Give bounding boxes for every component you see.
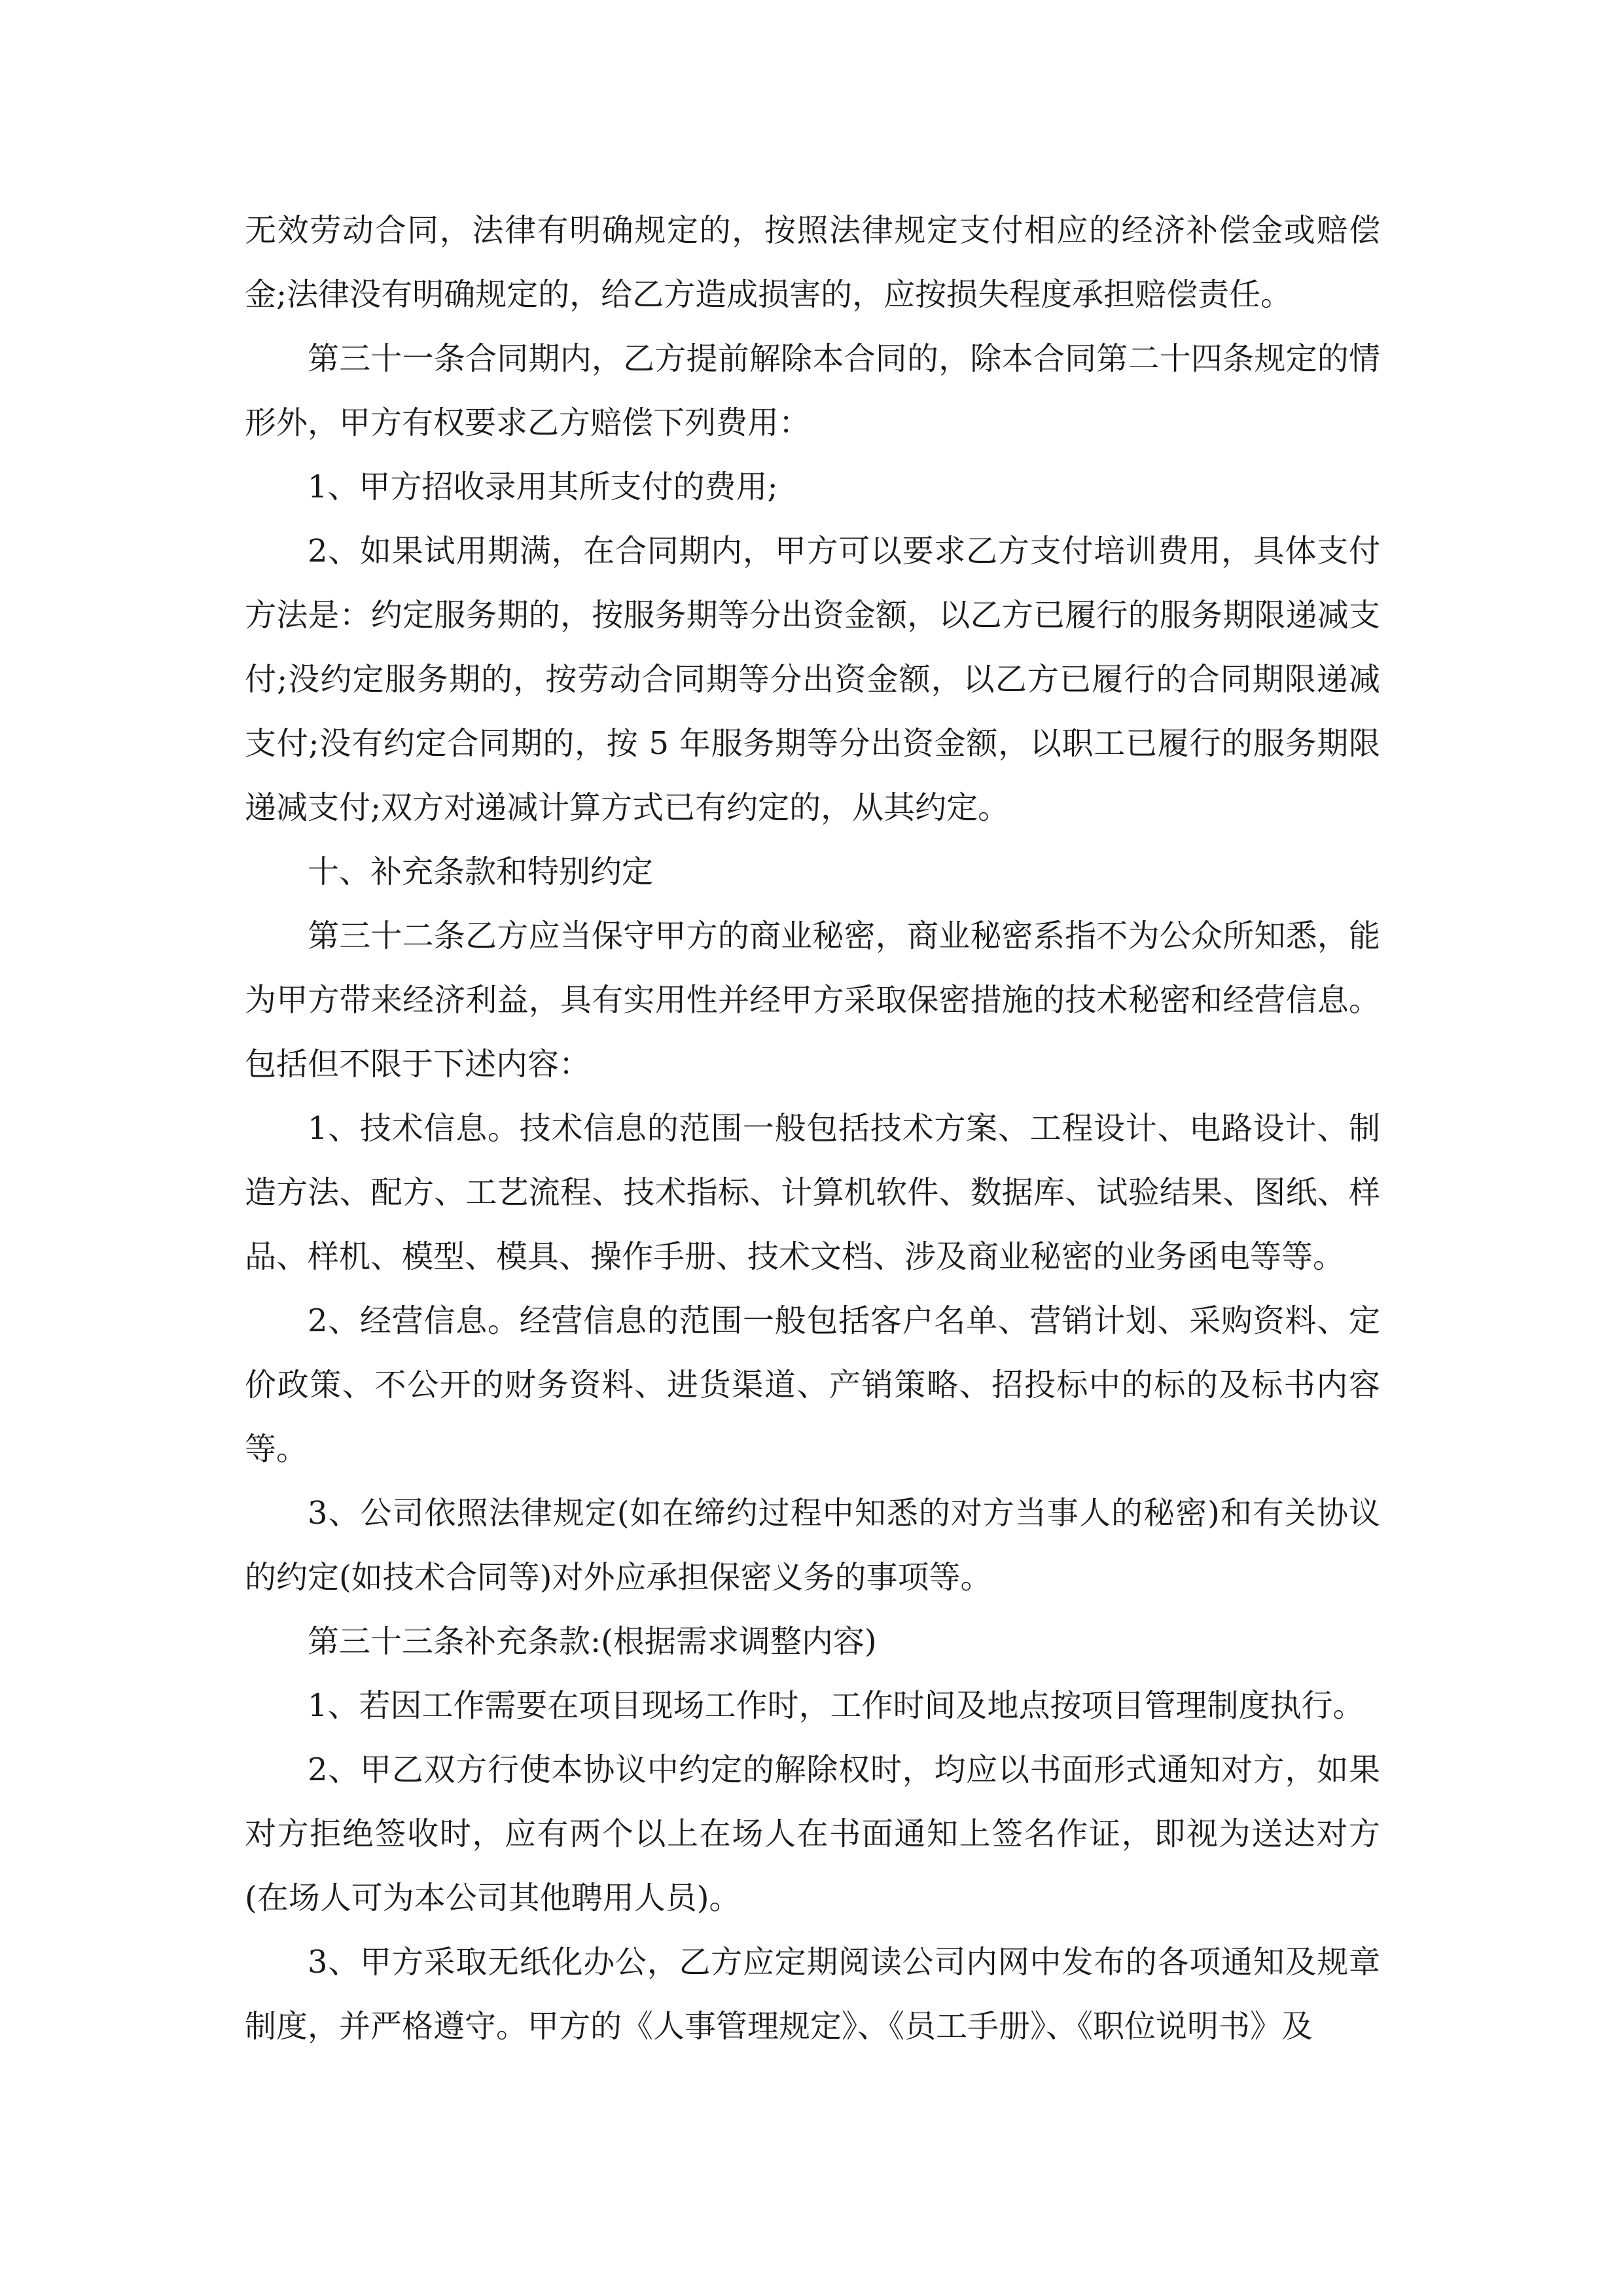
paragraph-paperless-office: 3、甲方采取无纸化办公，乙方应定期阅读公司内网中发布的各项通知及规章制度，并严格遵守。甲方的《人事管理规定》、《员工手册》、《职位说明书》及	[245, 1944, 1380, 2045]
paragraph-article-31: 第三十一条合同期内，乙方提前解除本合同的，除本合同第二十四条规定的情形外，甲方有权要求乙方赔偿下列费用：	[245, 340, 1380, 441]
paragraph-business-info: 2、经营信息。经营信息的范围一般包括客户名单、营销计划、采购资料、定价政策、不公开的财务资料、进货渠道、产销策略、招投标中的标的及标书内容等。	[245, 1302, 1380, 1467]
paragraph-technical-info: 1、技术信息。技术信息的范围一般包括技术方案、工程设计、电路设计、制造方法、配方、工艺流程、技术指标、计算机软件、数据库、试验结果、图纸、样品、样机、模型、模具、操作手册、技术文档、涉及商业秘密的业务函电等等。	[245, 1110, 1380, 1275]
document-body	[245, 198, 1380, 2058]
paragraph-item-1-recruitment-costs: 1、甲方招收录用其所支付的费用;	[308, 469, 778, 505]
paragraph-confidential-matters: 3、公司依照法律规定(如在缔约过程中知悉的对方当事人的秘密)和有关协议的约定(如技术合同等)对外应承担保密义务的事项等。	[245, 1495, 1380, 1596]
section-heading-supplementary: 十、补充条款和特别约定	[308, 853, 654, 890]
paragraph-article-33: 第三十三条补充条款:(根据需求调整内容)	[308, 1623, 877, 1660]
paragraph-article-32: 第三十二条乙方应当保守甲方的商业秘密，商业秘密系指不为公众所知悉，能为甲方带来经济利益，具有实用性并经甲方采取保密措施的技术秘密和经营信息。包括但不限于下述内容：	[245, 918, 1380, 1083]
paragraph-item-2-training-costs: 2、如果试用期满，在合同期内，甲方可以要求乙方支付培训费用，具体支付方法是：约定服务期的，按服务期等分出资金额，以乙方已履行的服务期限递减支付;没约定服务期的，按劳动合同期等分出资金额，以乙方已履行的合同期限递减支付;没有约定合同期的，按 5 年服务期等分出资金额，以职工已履行的服务期限递减支付;双方对递减计算方式已有约定的，从其约定。	[245, 533, 1380, 826]
paragraph-termination-notice: 2、甲乙双方行使本协议中约定的解除权时，均应以书面形式通知对方，如果对方拒绝签收时，应有两个以上在场人在书面通知上签名作证，即视为送达对方(在场人可为本公司其他聘用人员)。	[245, 1751, 1380, 1916]
paragraph-onsite-work: 1、若因工作需要在项目现场工作时，工作时间及地点按项目管理制度执行。	[308, 1687, 1364, 1724]
paragraph-continuation: 无效劳动合同，法律有明确规定的，按照法律规定支付相应的经济补偿金或赔偿金;法律没有明确规定的，给乙方造成损害的，应按损失程度承担赔偿责任。	[245, 212, 1380, 313]
